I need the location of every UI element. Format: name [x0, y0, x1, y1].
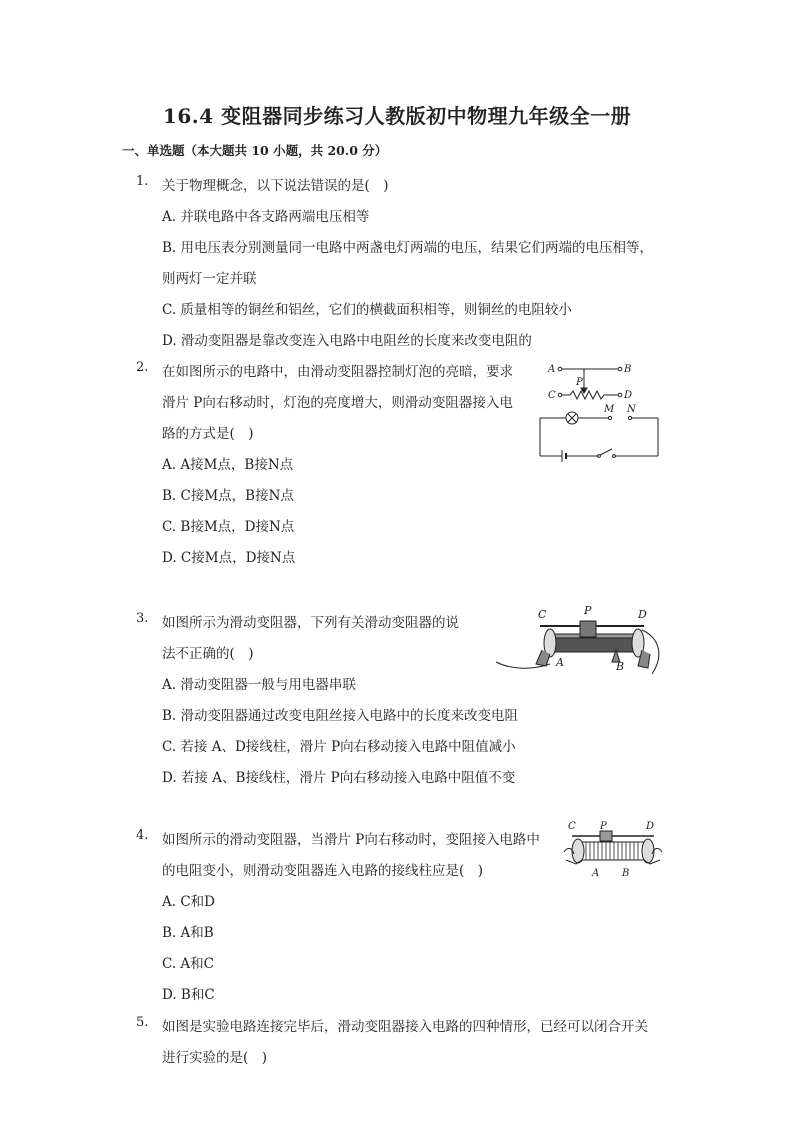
label-a: A: [592, 868, 600, 879]
question-stem: 关于物理概念，以下说法错误的是( ): [162, 178, 389, 194]
label-b: B: [616, 660, 625, 673]
option-b: B. 滑动变阻器通过改变电阻丝接入电路中的长度来改变电阻: [162, 708, 519, 724]
label-d: D: [624, 390, 633, 401]
option-b-continued: 则两灯一定并联: [162, 271, 257, 287]
option-d: D. 滑动变阻器是靠改变连入电路中电阻丝的长度来改变电阻的: [162, 333, 532, 349]
option-c: C. A和C: [162, 956, 215, 972]
question-number: 4.: [136, 828, 149, 843]
question-stem: 进行实验的是( ): [162, 1050, 268, 1066]
option-a: A. A接M点，B接N点: [162, 457, 294, 473]
label-b: B: [622, 868, 630, 879]
question-stem: 的电阻变小，则滑动变阻器连入电路的接线柱应是( ): [162, 863, 484, 879]
label-b: B: [624, 364, 632, 375]
question-number: 3.: [136, 611, 149, 626]
option-d: D. 若接 A、B接线柱，滑片 P向右移动接入电路中阻值不变: [162, 770, 516, 786]
option-d: D. B和C: [162, 987, 215, 1003]
option-d: D. C接M点，D接N点: [162, 550, 296, 566]
label-c: C: [568, 821, 576, 832]
page-title: 16.4 变阻器同步练习人教版初中物理九年级全一册: [162, 104, 632, 128]
option-a: A. C和D: [162, 894, 215, 910]
question-number: 2.: [136, 360, 149, 375]
label-a: A: [548, 364, 556, 375]
label-n: N: [627, 404, 636, 415]
question-stem: 法不正确的( ): [162, 646, 254, 662]
question-stem: 滑片 P向右移动时，灯泡的亮度增大，则滑动变阻器接入电: [162, 395, 513, 411]
option-c: C. 若接 A、D接线柱，滑片 P向右移动接入电路中阻值减小: [162, 739, 516, 755]
label-c: C: [538, 608, 547, 621]
question-stem: 在如图所示的电路中，由滑动变阻器控制灯泡的亮暗，要求: [162, 364, 513, 380]
question-number: 5.: [136, 1015, 149, 1030]
option-a: A. 滑动变阻器一般与用电器串联: [162, 677, 356, 693]
label-d: D: [638, 608, 647, 621]
question-stem: 路的方式是( ): [162, 426, 254, 442]
label-d: D: [646, 821, 655, 832]
option-b: B. C接M点，B接N点: [162, 488, 294, 504]
rheostat-figure-q4: [562, 820, 664, 882]
option-c: C. 质量相等的铜丝和铝丝，它们的横截面积相等，则铜丝的电阻较小: [162, 302, 572, 318]
circuit-diagram: [536, 358, 666, 464]
label-p: P: [600, 821, 607, 832]
question-stem: 如图是实验电路连接完毕后，滑动变阻器接入电路的四种情形，已经可以闭合开关: [162, 1019, 648, 1035]
section-heading: 一、单选题（本大题共 10 小题，共 20.0 分）: [122, 143, 388, 158]
label-m: M: [604, 404, 615, 415]
label-p: P: [576, 377, 583, 388]
label-a: A: [556, 656, 564, 669]
question-number: 1.: [136, 174, 149, 189]
label-p: P: [584, 604, 592, 617]
option-b: B. A和B: [162, 925, 214, 941]
label-c: C: [548, 390, 556, 401]
question-stem: 如图所示的滑动变阻器，当滑片 P向右移动时，变阻接入电路中: [162, 832, 540, 848]
option-b: B. 用电压表分别测量同一电路中两盏电灯两端的电压，结果它们两端的电压相等，: [162, 240, 654, 256]
option-a: A. 并联电路中各支路两端电压相等: [162, 209, 370, 225]
rheostat-figure-q3: [492, 604, 670, 680]
option-c: C. B接M点，D接N点: [162, 519, 295, 535]
question-stem: 如图所示为滑动变阻器，下列有关滑动变阻器的说: [162, 615, 459, 631]
